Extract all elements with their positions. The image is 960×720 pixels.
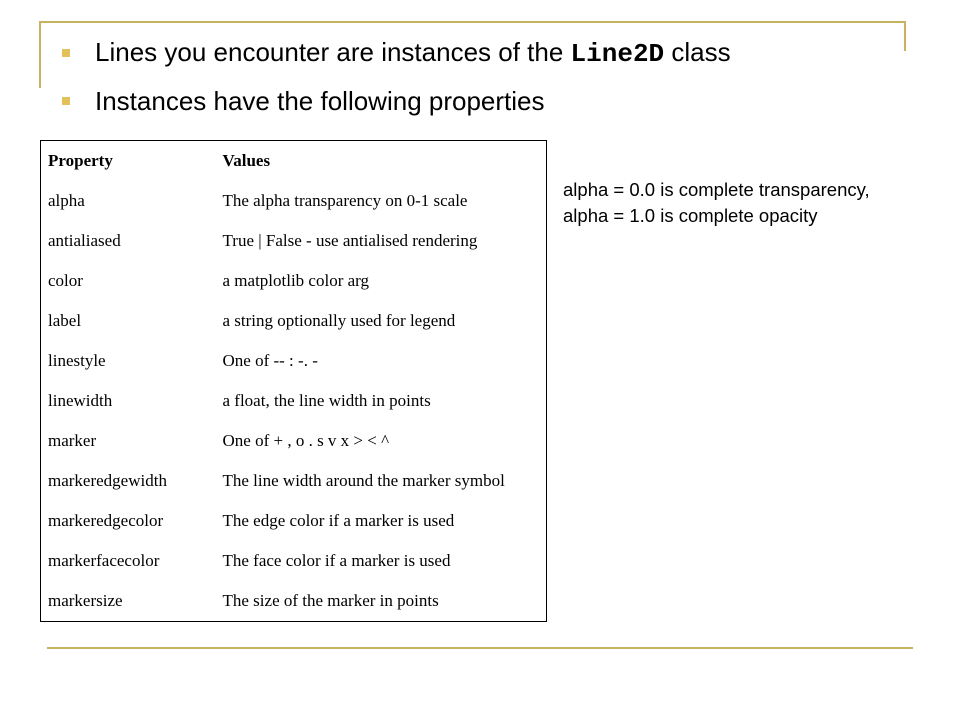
bullet-item <box>62 85 545 117</box>
header-values: Values <box>222 151 271 170</box>
properties-table <box>40 140 547 622</box>
value-cell: The size of the marker in points <box>222 591 439 610</box>
bottom-accent-rule <box>47 647 913 649</box>
property-cell: color <box>48 271 83 290</box>
alpha-note <box>563 177 870 229</box>
property-cell: linestyle <box>48 351 106 370</box>
table-row <box>41 581 547 622</box>
table-row <box>41 301 547 341</box>
value-cell: a float, the line width in points <box>222 391 431 410</box>
header-property: Property <box>48 151 113 170</box>
value-cell: a string optionally used for legend <box>222 311 456 330</box>
note-line: alpha = 0.0 is complete transparency, <box>563 179 870 200</box>
value-cell: True | False - use antialised rendering <box>222 231 478 250</box>
table-row <box>41 261 547 301</box>
value-cell: a matplotlib color arg <box>222 271 370 290</box>
table-row <box>41 421 547 461</box>
table-row <box>41 501 547 541</box>
value-cell: The alpha transparency on 0-1 scale <box>222 191 468 210</box>
value-cell: The face color if a marker is used <box>222 551 451 570</box>
bullet-text <box>95 36 731 70</box>
table-row <box>41 341 547 381</box>
property-cell: markersize <box>48 591 123 610</box>
table-row <box>41 181 547 221</box>
value-cell: One of + , o . s v x > < ^ <box>222 431 390 450</box>
value-cell: The edge color if a marker is used <box>222 511 455 530</box>
property-cell: alpha <box>48 191 85 210</box>
table-row <box>41 541 547 581</box>
property-cell: linewidth <box>48 391 113 410</box>
property-cell: label <box>48 311 82 330</box>
table-header-row <box>41 141 547 182</box>
top-accent-rule <box>40 21 906 23</box>
property-cell: markeredgewidth <box>48 471 167 490</box>
property-cell: markeredgecolor <box>48 511 164 530</box>
value-cell: One of -- : -. - <box>222 351 318 370</box>
bullet-item <box>62 37 731 69</box>
note-line: alpha = 1.0 is complete opacity <box>563 205 818 226</box>
table-row <box>41 221 547 261</box>
square-bullet-icon <box>62 49 70 57</box>
bullet-text: Instances have the following properties <box>95 86 545 116</box>
table-row <box>41 461 547 501</box>
right-accent-rule <box>904 21 906 51</box>
property-cell: markerfacecolor <box>48 551 160 570</box>
left-accent-rule <box>39 21 41 88</box>
property-cell: marker <box>48 431 97 450</box>
square-bullet-icon <box>62 97 70 105</box>
property-cell: antialiased <box>48 231 121 250</box>
bullet-text-part: Lines you encounter are instances of the <box>95 37 571 67</box>
table-row <box>41 381 547 421</box>
value-cell: The line width around the marker symbol <box>222 471 505 490</box>
class-name-code: Line2D <box>570 39 665 69</box>
bullet-text-part: class <box>664 37 731 67</box>
